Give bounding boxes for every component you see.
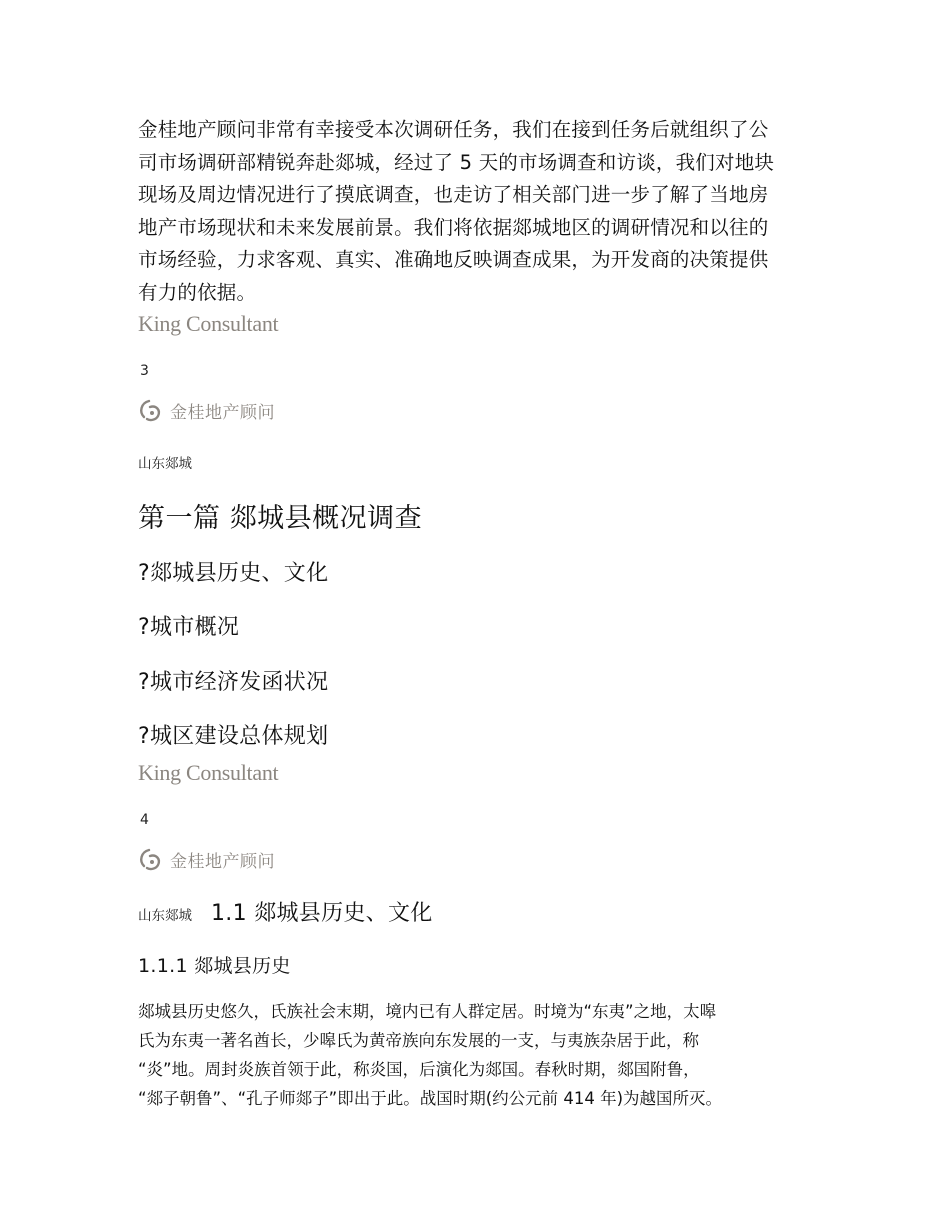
intro-line: 金桂地产顾问非常有幸接受本次调研任务，我们在接到任务后就组织了公 <box>138 118 769 141</box>
intro-line: 现场及周边情况进行了摸底调查，也走访了相关部门进一步了解了当地房 <box>138 183 769 206</box>
region-header: 山东郯城 <box>138 456 192 472</box>
intro-line: 司市场调研部精锐奔赴郯城，经过了 5 天的市场调查和访谈，我们对地块 <box>138 150 775 174</box>
intro-line: 市场经验，力求客观、真实、准确地反映调查成果，为开发商的决策提供 <box>138 248 769 271</box>
toc-item: ?城市概况 <box>138 615 240 640</box>
paragraph-line: “炎”地。周封炎族首领于此，称炎国，后演化为郯国。春秋时期，郯国附鲁， <box>138 1060 700 1079</box>
subsection-heading: 1.1.1 郯城县历史 <box>138 955 291 977</box>
toc-item: ?城市经济发函状况 <box>138 670 329 695</box>
intro-paragraph <box>138 114 818 309</box>
page-number: 3 <box>140 363 149 379</box>
company-logo-text: 金桂地产顾问 <box>170 851 275 872</box>
king-consultant-wordmark: King Consultant <box>138 760 279 785</box>
region-header: 山东郯城 <box>138 908 192 924</box>
toc-item: ?城区建设总体规划 <box>138 724 329 749</box>
chapter-title: 第一篇 郯城县概况调查 <box>138 503 423 534</box>
intro-line: 有力的依据。 <box>138 280 257 304</box>
toc-item: ?郯城县历史、文化 <box>138 561 329 586</box>
intro-line: 地产市场现状和未来发展前景。我们将依据郯城地区的调研情况和以往的 <box>138 215 769 239</box>
company-logo <box>138 397 275 423</box>
company-logo <box>138 846 275 872</box>
page-number: 4 <box>140 812 149 828</box>
history-paragraph <box>138 997 828 1113</box>
king-consultant-wordmark: King Consultant <box>138 311 279 336</box>
swirl-logo-icon <box>138 846 166 872</box>
section-heading: 1.1 郯城县历史、文化 <box>211 901 433 926</box>
swirl-logo-icon <box>138 397 166 423</box>
paragraph-line: 郯城县历史悠久，氏族社会末期，境内已有人群定居。时境为“东夷”之地，太嗥 <box>138 1002 717 1021</box>
paragraph-line: 氏为东夷一著名酋长，少嗥氏为黄帝族向东发展的一支，与夷族杂居于此，称 <box>138 1031 699 1050</box>
paragraph-line: “郯子朝鲁”、“孔子师郯子”即出于此。战国时期(约公元前 414 年)为越国所灭。 <box>138 1089 723 1108</box>
company-logo-text: 金桂地产顾问 <box>170 402 275 423</box>
